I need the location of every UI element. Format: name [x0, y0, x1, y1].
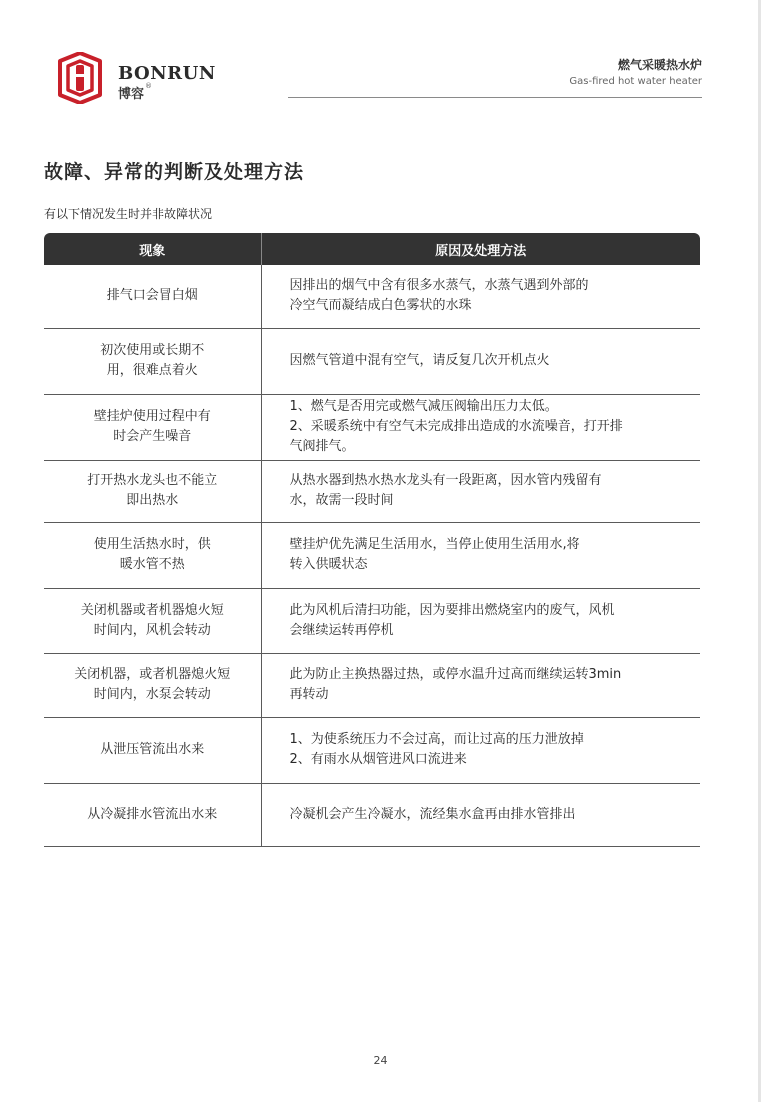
- phenomenon-cell: 使用生活热水时，供 暖水管不热: [44, 522, 261, 588]
- phenomenon-cell: 从冷凝排水管流出水来: [44, 783, 261, 846]
- table-row: [44, 717, 700, 783]
- cause-cell: 因排出的烟气中含有很多水蒸气，水蒸气遇到外部的 冷空气而凝结成白色雾状的水珠: [261, 265, 700, 328]
- page-number: 24: [373, 1054, 388, 1067]
- header-divider: [288, 97, 702, 98]
- table-row: [44, 588, 700, 653]
- table-row: [44, 460, 700, 522]
- bonrun-logo-icon: [56, 52, 104, 104]
- phenomenon-cell: 打开热水龙头也不能立 即出热水: [44, 460, 261, 522]
- fault-table: [44, 233, 700, 847]
- brand-name-en: BONRUN: [118, 63, 216, 84]
- table-row: [44, 265, 700, 328]
- table-header-row: [44, 233, 700, 265]
- cause-cell: 壁挂炉优先满足生活用水，当停止使用生活用水,将 转入供暖状态: [261, 522, 700, 588]
- column-header-phenomenon: 现象: [44, 233, 261, 265]
- table-row: [44, 394, 700, 460]
- cause-cell: 冷凝机会产生冷凝水，流经集水盒再由排水管排出: [261, 783, 700, 846]
- table-row: [44, 653, 700, 717]
- phenomenon-cell: 壁挂炉使用过程中有 时会产生噪音: [44, 394, 261, 460]
- cause-cell: 此为风机后清扫功能，因为要排出燃烧室内的废气，风机 会继续运转再停机: [261, 588, 700, 653]
- table-row: [44, 522, 700, 588]
- cause-cell: 1、为使系统压力不会过高，而让过高的压力泄放掉 2、有雨水从烟管进风口流进来: [261, 717, 700, 783]
- phenomenon-cell: 从泄压管流出水来: [44, 717, 261, 783]
- section-intro: 有以下情况发生时并非故障状况: [44, 207, 213, 221]
- column-header-cause: 原因及处理方法: [261, 233, 700, 265]
- cause-cell: 因燃气管道中混有空气，请反复几次开机点火: [261, 328, 700, 394]
- phenomenon-cell: 关闭机器，或者机器熄火短 时间内，水泵会转动: [44, 653, 261, 717]
- brand-name-cn: 博容: [118, 87, 145, 102]
- cause-cell: 从热水器到热水热水龙头有一段距离，因水管内残留有 水，故需一段时间: [261, 460, 700, 522]
- cause-cell: 此为防止主换热器过热，或停水温升过高而继续运转3min 再转动: [261, 653, 700, 717]
- product-name-en: Gas-fired hot water heater: [569, 76, 702, 87]
- phenomenon-cell: 关闭机器或者机器熄火短 时间内，风机会转动: [44, 588, 261, 653]
- phenomenon-cell: 排气口会冒白烟: [44, 265, 261, 328]
- section-title: 故障、异常的判断及处理方法: [44, 161, 305, 183]
- table-row: [44, 328, 700, 394]
- cause-cell: 1、燃气是否用完或燃气减压阀输出压力太低。 2、采暖系统中有空气未完成排出造成的水流噪音，打开排 气阀排气。: [261, 394, 700, 460]
- table-row: [44, 783, 700, 846]
- phenomenon-cell: 初次使用或长期不 用，很难点着火: [44, 328, 261, 394]
- page-header: [0, 0, 761, 110]
- product-name-cn: 燃气采暖热水炉: [617, 58, 702, 72]
- registered-mark: ®: [145, 82, 152, 90]
